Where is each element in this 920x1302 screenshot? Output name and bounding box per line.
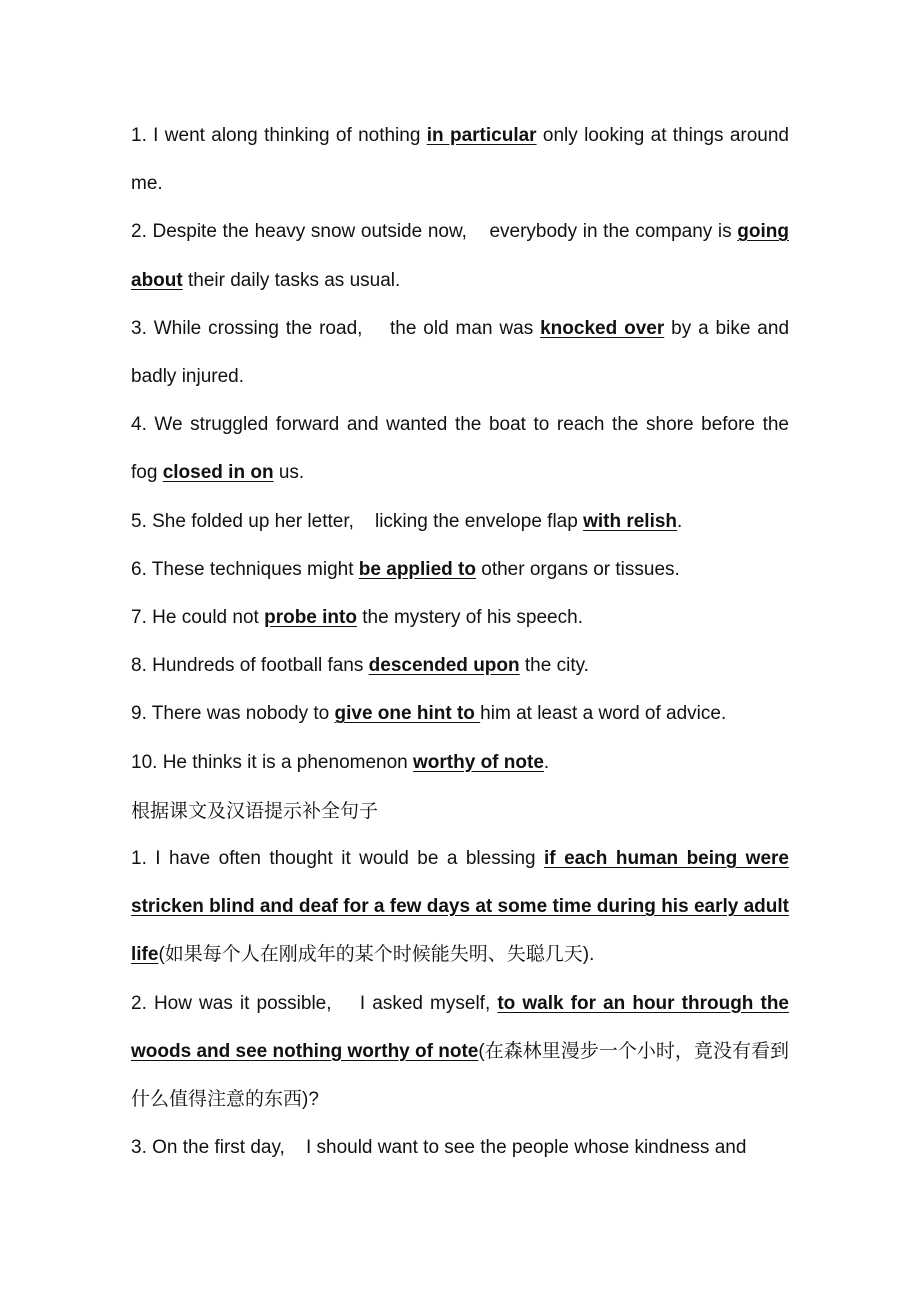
sentence-text: 3. While crossing the road, the old man was [131, 317, 541, 339]
exercise-item [131, 305, 789, 401]
answer-text: probe into [264, 607, 357, 629]
phrase-exercise-section [131, 112, 789, 787]
sentence-text: . [543, 751, 550, 773]
sentence-text: 2. How was it possible, I asked myself, [131, 992, 498, 1014]
sentence-text: 6. These techniques might [131, 558, 359, 580]
exercise-item [131, 690, 789, 738]
sentence-text: only looking at things around me. [131, 125, 789, 195]
answer-text: if each human being were stricken blind and deaf for a few days at some time during his early adult life [131, 848, 789, 966]
answer-text: going about [131, 221, 789, 291]
exercise-item [131, 498, 789, 546]
sentence-text: 7. He could not [131, 607, 265, 629]
exercise-item [131, 739, 789, 787]
sentence-text: 5. She folded up her letter, licking the envelope flap [131, 510, 584, 532]
sentence-text: 9. There was nobody to [131, 703, 335, 725]
answer-text: give one hint to [334, 703, 481, 725]
sentence-text: . [677, 510, 683, 532]
sentence-text: (在森林里漫步一个小时，竟没有看到什么值得注意的东西)? [131, 1040, 790, 1111]
sentence-text: by a bike and badly injured. [131, 317, 790, 388]
exercise-item [131, 112, 789, 208]
answer-text: descended upon [368, 655, 520, 677]
exercise-item [131, 835, 789, 980]
answer-text: in particular [426, 125, 537, 146]
exercise-item [131, 401, 789, 497]
sentence-text: 3. On the first day, I should want to see the people whose kindness and [131, 1137, 747, 1159]
exercise-item [131, 546, 789, 594]
exercise-item [131, 642, 789, 690]
sentence-text: 1. I went along thinking of nothing [131, 125, 427, 146]
sentence-text: their daily tasks as usual. [182, 269, 401, 291]
sentence-text: us. [273, 462, 305, 484]
sentence-text: him at least a word of advice. [480, 703, 727, 725]
exercise-item [131, 980, 789, 1125]
answer-text: be applied to [358, 558, 476, 580]
sentence-text: 4. We struggled forward and wanted the boat to reach the shore before the fog [131, 414, 789, 484]
section-heading: 根据课文及汉语提示补全句子 [131, 799, 379, 822]
sentence-text: 2. Despite the heavy snow outside now, everybody in the company is [131, 221, 738, 243]
answer-text: worthy of note [413, 751, 544, 773]
sentence-text: 8. Hundreds of football fans [131, 655, 369, 677]
exercise-item [131, 1124, 789, 1172]
answer-text: to walk for an hour through the woods and see nothing worthy of note [131, 992, 790, 1062]
sentence-text: 10. He thinks it is a phenomenon [131, 751, 414, 773]
sentence-text: other organs or tissues. [475, 558, 680, 580]
sentence-completion-section [131, 835, 789, 1172]
document-body [131, 112, 789, 1172]
sentence-text: the city. [519, 655, 589, 677]
answer-text: closed in on [162, 462, 274, 484]
sentence-text: 1. I have often thought it would be a blessing [131, 848, 545, 870]
sentence-text: (如果每个人在刚成年的某个时候能失明、失聪几天). [158, 944, 595, 966]
sentence-text: the mystery of his speech. [356, 607, 583, 629]
answer-text: with relish [583, 510, 678, 532]
answer-text: knocked over [540, 317, 665, 339]
exercise-item [131, 208, 789, 304]
exercise-item [131, 594, 789, 642]
